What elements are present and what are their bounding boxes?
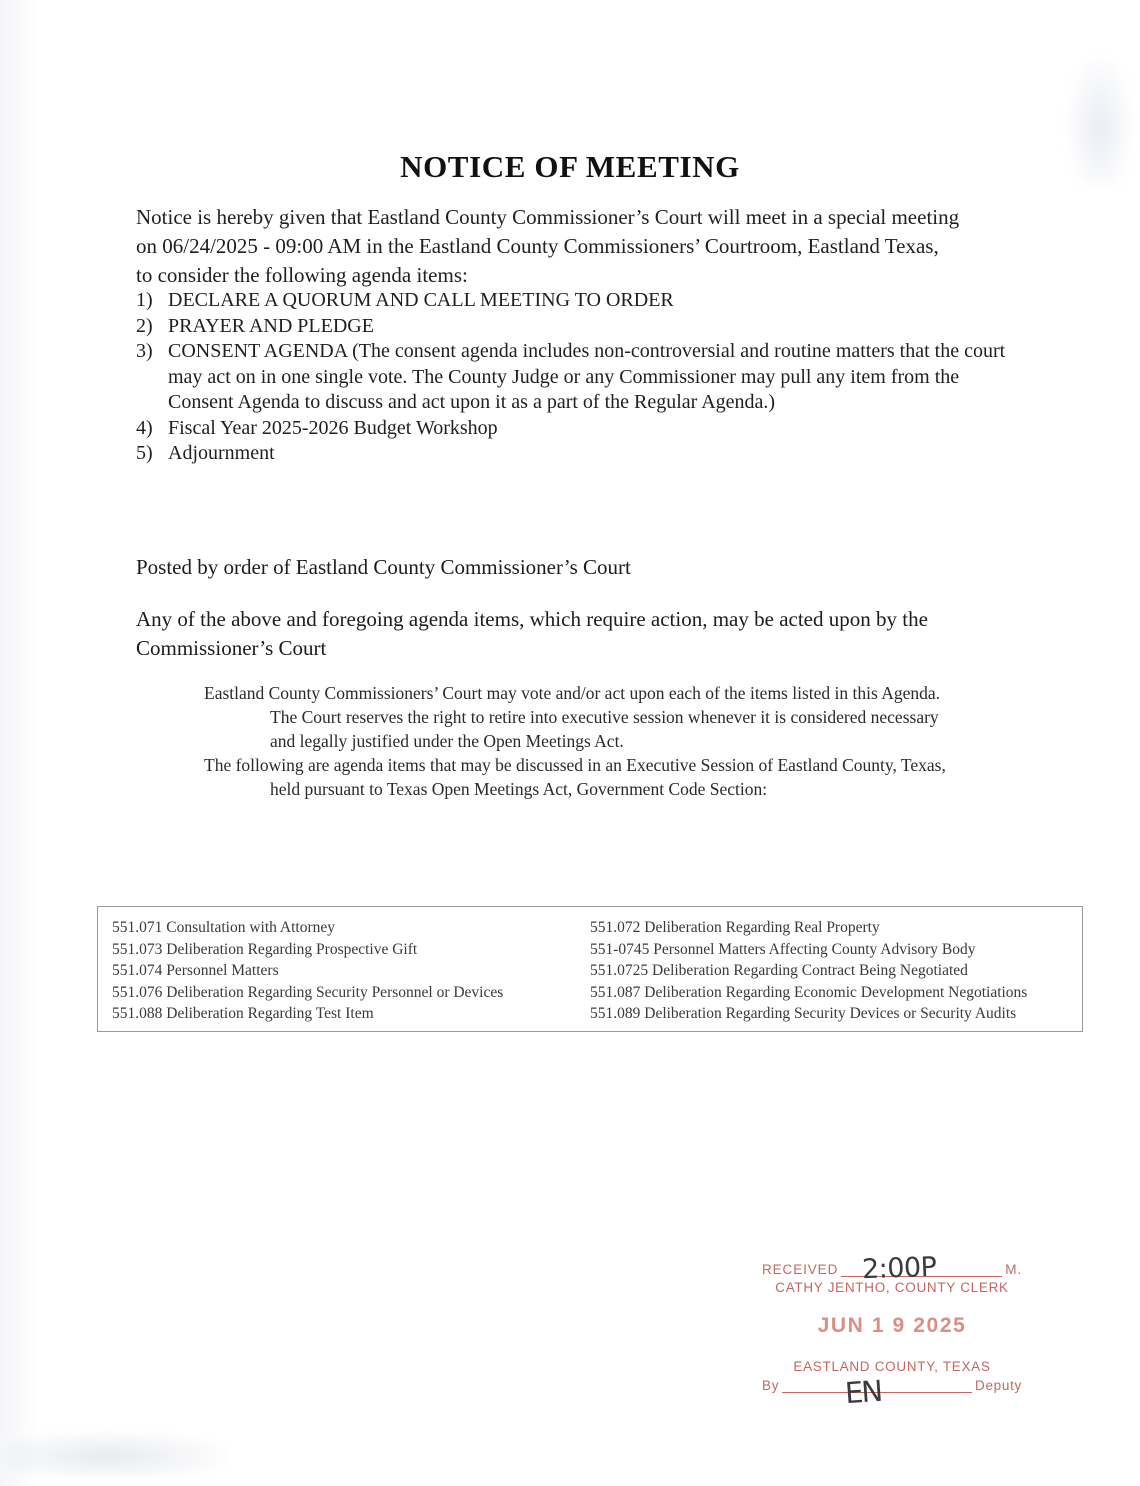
agenda-list <box>136 288 1016 467</box>
agenda-item-text: CONSENT AGENDA (The consent agenda includes non-controversial and routine matters that the court may act on in one single vote. The County Judge or any Commissioner may pull any item from the Consent Agenda to discuss and act upon it as a part of the Regular Agenda.) <box>168 340 1006 413</box>
code-line: 551.087 Deliberation Regarding Economic Development Negotiations <box>590 983 1028 1001</box>
code-line: 551.0725 Deliberation Regarding Contract Being Negotiated <box>590 962 968 979</box>
agenda-item <box>136 314 1016 340</box>
agenda-item-text: DECLARE A QUORUM AND CALL MEETING TO ORDER <box>168 289 674 311</box>
stamp-county-line: EASTLAND COUNTY, TEXAS <box>793 1359 991 1374</box>
code-line: 551-0745 Personnel Matters Affecting County Advisory Body <box>590 940 976 958</box>
agenda-item-text: Fiscal Year 2025-2026 Budget Workshop <box>168 416 498 439</box>
code-line: 551.089 Deliberation Regarding Security Devices or Security Audits <box>590 1005 1017 1022</box>
action-note-paragraph: Any of the above and foregoing agenda items, which require action, may be acted upon by the Commissioner’s Court <box>136 607 928 660</box>
code-column-right <box>590 917 1082 1025</box>
handwritten-deputy-initials: EN <box>843 1373 883 1411</box>
code-line: 551.088 Deliberation Regarding Test Item <box>112 1005 374 1022</box>
stamp-date: JUN 1 9 2025 <box>817 1314 967 1337</box>
stamp-meridiem-label: M. <box>1005 1262 1022 1277</box>
code-line: 551.073 Deliberation Regarding Prospective Gift <box>112 940 418 958</box>
executive-session-code-box <box>97 906 1083 1032</box>
exec-note-line: Eastland County Commissioners’ Court may vote and/or act upon each of the items listed in this Agenda. <box>204 683 941 703</box>
stamp-by-label: By <box>762 1378 780 1393</box>
agenda-item-number: 5) <box>136 442 153 464</box>
agenda-item-text: Adjournment <box>168 442 275 464</box>
code-line: 551.074 Personnel Matters <box>112 962 279 979</box>
handwritten-received-time: 2:00P <box>861 1251 937 1286</box>
stamp-deputy-label: Deputy <box>975 1378 1022 1393</box>
exec-note-line: held pursuant to Texas Open Meetings Act, Government Code Section: <box>270 779 768 799</box>
code-line: 551.072 Deliberation Regarding Real Property <box>590 919 880 936</box>
exec-note-line: The following are agenda items that may be discussed in an Executive Session of Eastland County, Texas, <box>204 755 946 775</box>
intro-paragraph: Notice is hereby given that Eastland County Commissioner’s Court will meet in a special meeting on 06/24/2025 - 09:00 AM in the Eastland County Commissioners’ Courtroom, Eastland Texas, to consider the following agenda items: <box>136 205 960 287</box>
agenda-item <box>136 288 1016 314</box>
agenda-item-number: 4) <box>136 416 153 439</box>
page-title: NOTICE OF MEETING <box>400 148 740 184</box>
agenda-item <box>136 339 1016 416</box>
stamp-received-label: RECEIVED <box>762 1262 839 1277</box>
agenda-item-number: 3) <box>136 340 153 362</box>
code-line: 551.076 Deliberation Regarding Security Personnel or Devices <box>112 983 504 1001</box>
stamp-by-row <box>762 1378 1022 1393</box>
stamp-clerk-line: CATHY JENTHO, COUNTY CLERK <box>775 1280 1009 1295</box>
agenda-item-number: 1) <box>136 289 153 311</box>
code-line: 551.071 Consultation with Attorney <box>112 919 336 936</box>
exec-note-line: The Court reserves the right to retire into executive session whenever it is considered necessary <box>270 707 939 727</box>
executive-session-note <box>204 681 1004 801</box>
agenda-item-number: 2) <box>136 314 153 337</box>
exec-note-line: and legally justified under the Open Meetings Act. <box>270 731 624 751</box>
code-column-left <box>112 917 590 1025</box>
agenda-item <box>136 416 1016 442</box>
scan-edge-shadow <box>0 0 40 1486</box>
posted-by-line: Posted by order of Eastland County Commissioner’s Court <box>136 555 631 579</box>
agenda-item <box>136 441 1016 467</box>
agenda-item-text: PRAYER AND PLEDGE <box>168 314 374 337</box>
scan-smudge-bottom-left <box>8 1432 228 1476</box>
